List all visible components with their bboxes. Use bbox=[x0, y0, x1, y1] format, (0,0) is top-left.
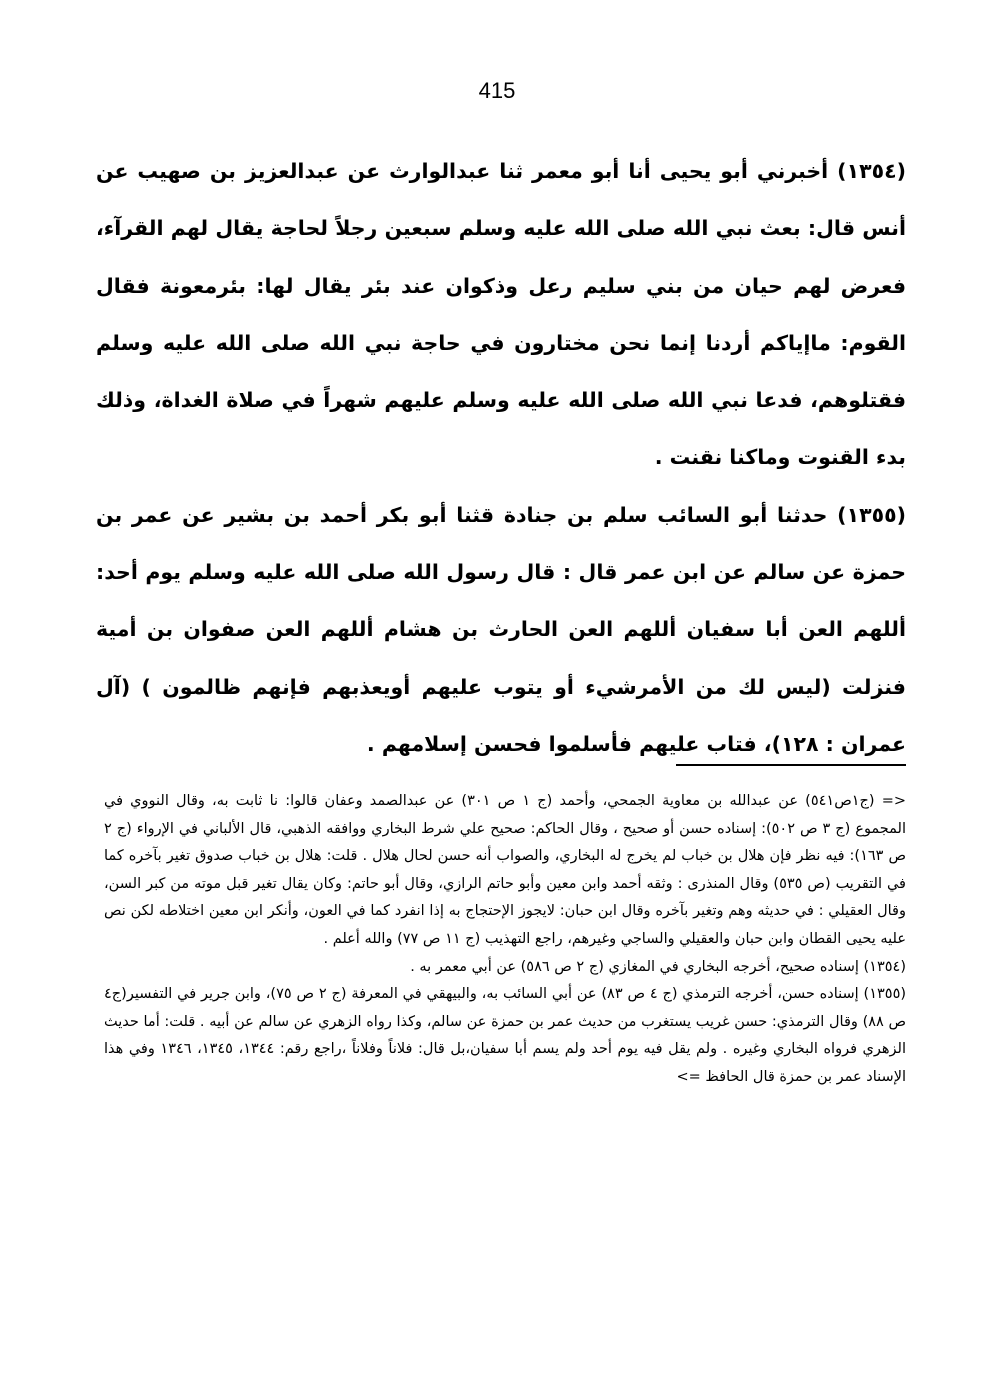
footnote-continued: <= (ج١ص٥٤١) عن عبدالله بن معاوية الجمحي، وأحمد (ج ١ ص ٣٠١) عن عبدالصمد وعفان قالوا: نا ثابت به، وقال النووي في المجموع (ج ٣ ص ٥٠٢): إسناده حسن أو صحيح ، وقال الحاكم: صحيح علي شرط البخاري ووافقه الذهبي، قال الألباني في الإرواء (ج ٢ ص ١٦٣): فيه نظر فإن هلال بن خباب لم يخرج له البخاري، والصواب أنه حسن لحال هلال . قلت: هلال بن خباب صدوق تغير بآخره كما في التقريب (ص ٥٣٥) وقال المنذرى : وثقه أحمد وابن معين وأبو حاتم الرازي، وقال أبو حاتم: وكان يقال تغير قبل موته من كبر السن، وقال العقيلي : في حديثه وهم وتغير بآخره وقال ابن حبان: لايجوز الإحتجاج به إذا انفرد كما في العون، وأنكر ابن معين اختلاطه لكن نص عليه يحيى القطان وابن حبان والعقيلي والساجي وغيرهم، راجع التهذيب (ج ١١ ص ٧٧) والله أعلم . bbox=[104, 793, 907, 947]
footnote-1355: (١٣٥٥) إسناده حسن، أخرجه الترمذي (ج ٤ ص ٨٣) عن أبي السائب به، والبيهقي في المعرفة (ج ٢ ص ٧٥)، وابن جرير في التفسير(ج٤ ص ٨٨) وقال الترمذي: حسن غريب يستغرب من حديث عمر بن حمزة عن سالم، وكذا رواه الزهري عن سالم عن أبيه . قلت: أما حديث الزهري فرواه البخاري وغيره . ولم يقل فيه يوم أحد ولم يسم أبا سفيان،بل قال: فلاناً وفلاناً ،راجع رقم: ١٣٤٤، ١٣٤٥، ١٣٤٦ وفي هذا الإسناد عمر بن حمزة قال الحافظ => bbox=[104, 986, 907, 1085]
main-text bbox=[96, 143, 906, 773]
page-number: 415 bbox=[478, 78, 516, 103]
footnotes bbox=[104, 788, 906, 1092]
footnote-1354: (١٣٥٤) إسناده صحيح، أخرجه البخاري في المغازي (ج ٢ ص ٥٨٦) عن أبي معمر به . bbox=[410, 958, 906, 975]
hadith-1355: (١٣٥٥) حدثنا أبو السائب سلم بن جنادة قثنا أبو بكر أحمد بن بشير عن عمر بن حمزة عن سالم عن ابن عمر قال : قال رسول الله صلى الله عليه وسلم يوم أحد: أللهم العن أبا سفيان أللهم العن الحارث بن هشام أللهم العن صفوان بن أمية فنزلت (ليس لك من الأمرشيء أو يتوب عليهم أويعذبهم فإنهم ظالمون ) (آل عمران : ١٢٨)، فتاب عليهم فأسلموا فحسن إسلامهم . bbox=[96, 502, 906, 756]
footnote-separator bbox=[676, 764, 906, 766]
hadith-1354: (١٣٥٤) أخبرني أبو يحيى أنا أبو معمر ثنا عبدالوارث عن عبدالعزيز بن صهيب عن أنس قال: بعث نبي الله صلى الله عليه وسلم سبعين رجلاً لحاجة يقال لهم القرآء، فعرض لهم حيان من بني سليم رعل وذكوان عند بئر يقال لها: بئرمعونة فقال القوم: ماإياكم أردنا إنما نحن مختارون في حاجة نبي الله صلى الله عليه وسلم فقتلوهم، فدعا نبي الله صلى الله عليه وسلم عليهم شهراً في صلاة الغداة، وذلك بدء القنوت وماكنا نقنت . bbox=[96, 159, 906, 470]
